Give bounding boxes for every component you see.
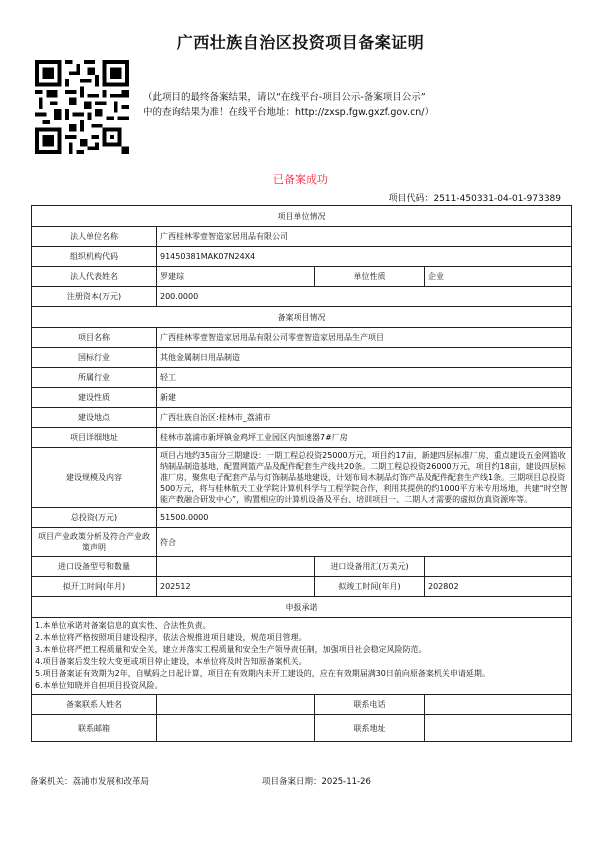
commitment-item: 1.本单位承诺对备案信息的真实性、合法性负责。 <box>35 621 211 630</box>
section-title-commitment: 申报承诺 <box>32 597 572 618</box>
label-project-name: 项目名称 <box>32 328 157 348</box>
label-contact-address: 联系地址 <box>315 715 425 742</box>
label-contact-phone: 联系电话 <box>315 695 425 715</box>
value-imported-equipment <box>157 557 315 577</box>
value-national-industry: 其他金属制日用品制造 <box>157 348 572 368</box>
qr-code-icon <box>35 60 129 154</box>
value-contact-email <box>157 715 315 742</box>
label-construction-nature: 建设性质 <box>32 388 157 408</box>
commitment-item: 3.本单位将严把工程质量和安全关，建立并落实工程质量和安全生产领导责任制，加强项目社会稳定风险防范。 <box>35 645 427 654</box>
filing-status: 已备案成功 <box>273 173 328 186</box>
notice-line-1: （此项目的最终备案结果，请以“在线平台-项目公示-备案项目公示” <box>143 92 426 103</box>
value-legal-rep: 罗建琮 <box>157 267 315 287</box>
commitment-item: 2.本单位将严格按照项目建设程序，依法合规推进项目建设，规范项目管理。 <box>35 633 307 642</box>
value-project-name: 广西桂林零壹智造家居用品有限公司零壹智造家居用品生产项目 <box>157 328 572 348</box>
value-detailed-address: 桂林市荔浦市新坪镇金鸡坪工业园区内加速器7#厂房 <box>157 428 572 448</box>
notice-line-2: 中的查询结果为准！在线平台地址：http://zxsp.fgw.gxzf.gov.cn/） <box>143 107 435 118</box>
label-planned-start: 拟开工时间(年月) <box>32 577 157 597</box>
commitment-item: 5.项目备案证有效期为2年，自赋码之日起计算，项目在有效期内未开工建设的，应在有效期届满30日前向原备案机关申请延期。 <box>35 669 490 678</box>
commitment-item: 4.项目备案后发生较大变更或项目停止建设，本单位将及时告知原备案机关。 <box>35 657 307 666</box>
section-title-project: 备案项目情况 <box>32 307 572 328</box>
label-contact-name: 备案联系人姓名 <box>32 695 157 715</box>
value-equipment-forex <box>425 557 572 577</box>
value-contact-address <box>425 715 572 742</box>
value-org-code: 91450381MAK07N24X4 <box>157 247 572 267</box>
label-national-industry: 国标行业 <box>32 348 157 368</box>
label-industry-policy: 项目产业政策分析及符合产业政策声明 <box>32 528 157 557</box>
value-contact-name <box>157 695 315 715</box>
label-construction-scale: 建设规模及内容 <box>32 448 157 508</box>
filing-authority: 备案机关：荔浦市发展和改革局 <box>30 777 150 787</box>
value-planned-start: 202512 <box>157 577 315 597</box>
section-title-unit: 项目单位情况 <box>32 206 572 227</box>
commitment-item: 6.本单位知晓并自担项目投资风险。 <box>35 681 163 690</box>
value-construction-nature: 新建 <box>157 388 572 408</box>
value-planned-completion: 202802 <box>425 577 572 597</box>
label-total-investment: 总投资(万元) <box>32 508 157 528</box>
label-unit-name: 法人单位名称 <box>32 227 157 247</box>
value-construction-location: 广西壮族自治区:桂林市_荔浦市 <box>157 408 572 428</box>
value-industry-policy: 符合 <box>157 528 572 557</box>
value-total-investment: 51500.0000 <box>157 508 572 528</box>
value-sector: 轻工 <box>157 368 572 388</box>
commitment-list <box>32 618 572 695</box>
label-planned-completion: 拟竣工时间(年月) <box>315 577 425 597</box>
filing-date: 项目备案日期：2025-11-26 <box>262 777 371 787</box>
value-registered-capital: 200.0000 <box>157 287 572 307</box>
label-org-code: 组织机构代码 <box>32 247 157 267</box>
label-detailed-address: 项目详细地址 <box>32 428 157 448</box>
label-sector: 所属行业 <box>32 368 157 388</box>
label-unit-nature: 单位性质 <box>315 267 425 287</box>
value-contact-phone <box>425 695 572 715</box>
notice-text <box>143 90 443 120</box>
label-legal-rep: 法人代表姓名 <box>32 267 157 287</box>
label-imported-equipment: 进口设备型号和数量 <box>32 557 157 577</box>
project-code: 项目代码：2511-450331-04-01-973389 <box>388 194 561 204</box>
filing-table <box>31 205 572 742</box>
label-contact-email: 联系邮箱 <box>32 715 157 742</box>
value-unit-name: 广西桂林零壹智造家居用品有限公司 <box>157 227 572 247</box>
label-equipment-forex: 进口设备用汇(万美元) <box>315 557 425 577</box>
value-unit-nature: 企业 <box>425 267 572 287</box>
document-title: 广西壮族自治区投资项目备案证明 <box>176 33 425 52</box>
label-construction-location: 建设地点 <box>32 408 157 428</box>
label-registered-capital: 注册资本(万元) <box>32 287 157 307</box>
value-construction-scale: 项目占地约35亩分三期建设：一期工程总投资25000万元，项目约17亩，新建四层标准厂房，重点建设五金网篮收纳制品制造基地，配置网篮产品及配件配套生产线共20条。二期工程总投资26000万元，项目约18亩，建设四层标准厂房，聚焦电子配套产品与灯饰制品基地建设，计划布局木制品灯饰产品及配件配套生产线1条。三期项目总投资500万元，将与桂林航天工业学院计算机科学与工程学院合作，利用其提供的约1000平方米专用场地，共建“时空智能产教融合研发中心”，购置相应的计算机设备及平台、培训项目一、二期人才需要的虚拟仿真资源库等。 <box>157 448 572 508</box>
